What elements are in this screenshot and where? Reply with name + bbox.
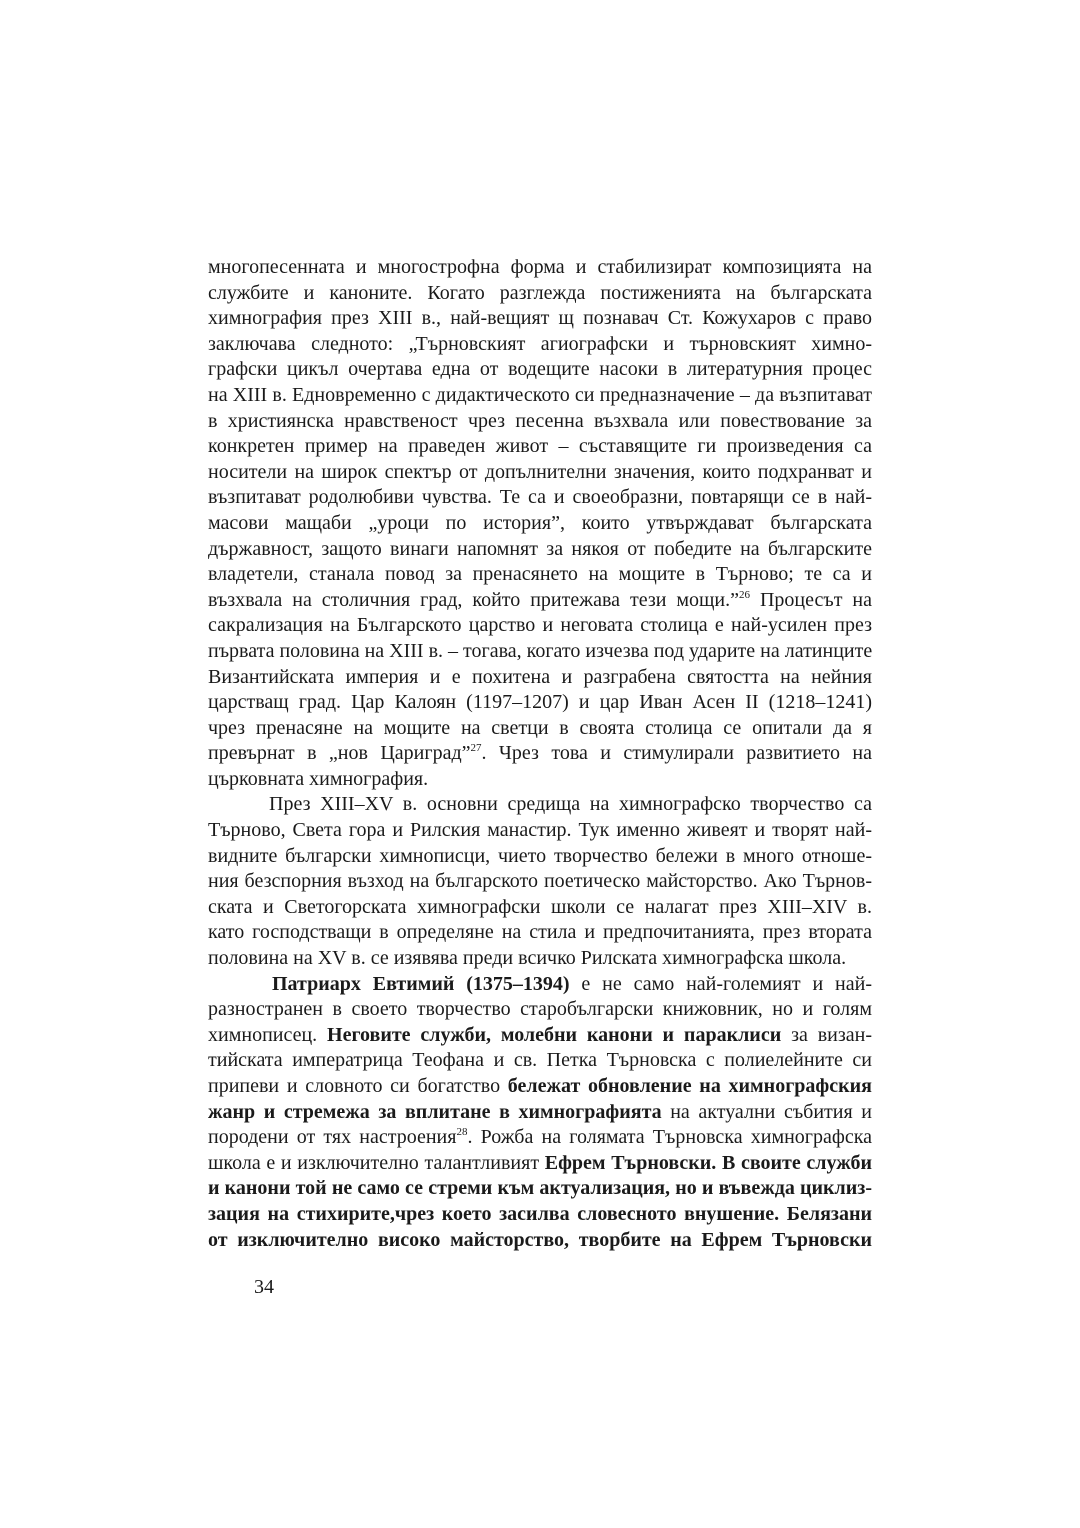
- text-run: графски цикъл очертава една от водещите насоки в литературния процес: [208, 358, 872, 381]
- text-run: църковната химнография.: [208, 767, 429, 790]
- text-run: половина на XV в. се изявява преди всичко Рилската химнографска школа.: [208, 947, 847, 970]
- text-line: [208, 946, 872, 972]
- text-line: [208, 332, 872, 358]
- text-run: в християнска нравственост чрез песенна възхвала или повествование за: [208, 409, 872, 432]
- text-run: Търново, Света гора и Рилския манастир. Тук именно живеят и творят най-: [208, 819, 872, 842]
- text-run: от изключително високо майсторство, творбите на Ефрем Търновски: [208, 1228, 872, 1251]
- body-text: [208, 255, 872, 1253]
- text-run: припеви и словното си богатство: [208, 1075, 508, 1097]
- text-line: [208, 869, 872, 895]
- text-line: [208, 1176, 872, 1202]
- text-line: [208, 690, 872, 716]
- text-run: бележат обновление на химнографския: [507, 1075, 872, 1097]
- text-run: . Рожба на голямата Търновска химнографска: [467, 1126, 872, 1149]
- text-run: зация на стихирите,чрез което засилва словесното внушение. Белязани: [208, 1202, 872, 1225]
- text-run: видните български химнописци, чието творчество бележи в много отноше-: [208, 844, 872, 867]
- footnote-ref: 27: [470, 742, 482, 755]
- text-run: тийската императрица Теофана и св. Петка Търновска с полиелейните си: [208, 1049, 872, 1072]
- text-line: [208, 1151, 872, 1177]
- text-line: [208, 1048, 872, 1074]
- text-line: [208, 920, 872, 946]
- text-run: чрез пренасяне на мощите на светци в своята столица се опитали да я: [208, 716, 872, 739]
- text-line: [208, 485, 872, 511]
- text-run: разностранен в своето творчество старобългарски книжовник, но и голям: [208, 998, 872, 1021]
- text-line: [208, 665, 872, 691]
- text-line: [208, 639, 872, 665]
- text-run: Неговите служби, молебни канони и параклиси: [327, 1023, 782, 1046]
- text-run: за визан-: [781, 1023, 872, 1046]
- text-run: ния безспорния възход на българското поетическо майсторство. Ако Търнов-: [208, 870, 872, 893]
- text-line: [208, 357, 872, 383]
- text-line: [208, 306, 872, 332]
- text-line: [208, 613, 872, 639]
- text-line: [208, 818, 872, 844]
- text-run: е не само най-големият и най-: [569, 972, 872, 995]
- text-run: възхвала на столичния град, който притежава тези мощи.”: [208, 588, 740, 611]
- text-line: [208, 1202, 872, 1228]
- text-line: [208, 255, 872, 281]
- text-run: Ефрем Търновски. В своите служби: [544, 1151, 872, 1174]
- text-run: школа е и изключително талантливият: [208, 1151, 545, 1174]
- text-run: заключава следното: „Търновският агиографски и търновският химно-: [208, 332, 872, 355]
- text-line: [208, 997, 872, 1023]
- text-run: породени от тях настроения: [208, 1126, 457, 1149]
- text-run: на актуални събития и: [661, 1100, 872, 1123]
- text-run: сакрализация на Българското царство и неговата столица е най-усилен през: [208, 614, 872, 637]
- text-line: [208, 537, 872, 563]
- text-run: първата половина на XIII в. – тогава, когато изчезва под ударите на латинците: [208, 639, 872, 662]
- text-line: [208, 1074, 872, 1100]
- text-line: [208, 409, 872, 435]
- text-line: [208, 460, 872, 486]
- text-line: [208, 716, 872, 742]
- text-run: възпитават родолюбиви чувства. Те са и своеобразни, повтарящи се в най-: [208, 486, 872, 509]
- text-run: Византийската империя и е похитена и разграбена святостта на нейния: [208, 665, 872, 688]
- text-line: [208, 383, 872, 409]
- page-number: 34: [254, 1276, 274, 1298]
- text-run: царстващ град. Цар Калоян (1197–1207) и цар Иван Асен II (1218–1241): [208, 691, 872, 714]
- text-run: конкретен пример на праведен живот – съставящите ги произведения са: [208, 435, 872, 458]
- text-line: [208, 844, 872, 870]
- text-run: носители на широк спектър от допълнителни значения, които подхранват и: [208, 460, 872, 483]
- text-line: [208, 741, 872, 767]
- text-run: на XIII в. Едновременно с дидактическото си предназначение – да възпитават: [208, 383, 872, 406]
- text-run: ската и Светогорската химнографски школи се налагат през XIII–XIV в.: [208, 895, 872, 918]
- text-line: [208, 1023, 872, 1049]
- text-run: химнография през XIII в., най-вещият щ познавач Ст. Кожухаров с право: [208, 307, 872, 330]
- text-run: държавност, защото винаги напомнят за някоя от победите на българските: [208, 537, 872, 560]
- text-line: [208, 511, 872, 537]
- text-run: . Чрез това и стимулирали развитието на: [481, 742, 872, 765]
- text-line: [208, 1228, 872, 1254]
- text-line: [208, 588, 872, 614]
- text-run: като господстващи в определяне на стила и предпочитанията, през втората: [208, 921, 872, 944]
- text-line: [208, 562, 872, 588]
- text-line: [208, 1100, 872, 1126]
- text-run: жанр и стремежа за вплитане в химнографията: [208, 1100, 662, 1123]
- text-run: През XIII–XV в. основни средища на химнографско творчество са: [269, 793, 872, 816]
- text-run: многопесенната и многострофна форма и стабилизират композицията на: [208, 256, 872, 278]
- text-line: [208, 972, 872, 998]
- text-run: Процесът на: [750, 588, 872, 611]
- text-run: масови мащаби „уроци по история”, които утвърждават българската: [208, 511, 872, 534]
- text-run: превърнат в „нов Цариград”: [208, 742, 471, 765]
- text-line: [208, 281, 872, 307]
- text-line: [208, 1125, 872, 1151]
- text-run: службите и каноните. Когато разглежда постиженията на българската: [208, 281, 872, 304]
- text-line: [208, 767, 872, 793]
- text-line: [208, 434, 872, 460]
- text-run: и канони той не само се стреми към актуализация, но и въвежда циклиз-: [208, 1177, 872, 1200]
- text-line: [208, 895, 872, 921]
- text-line: [208, 792, 872, 818]
- text-run: владетели, станала повод за пренасянето на мощите в Търново; те са и: [208, 563, 872, 586]
- footnote-ref: 26: [739, 588, 751, 601]
- text-run: Патриарх Евтимий (1375–1394): [272, 972, 570, 995]
- footnote-ref: 28: [456, 1126, 468, 1139]
- text-run: химнописец.: [208, 1023, 328, 1046]
